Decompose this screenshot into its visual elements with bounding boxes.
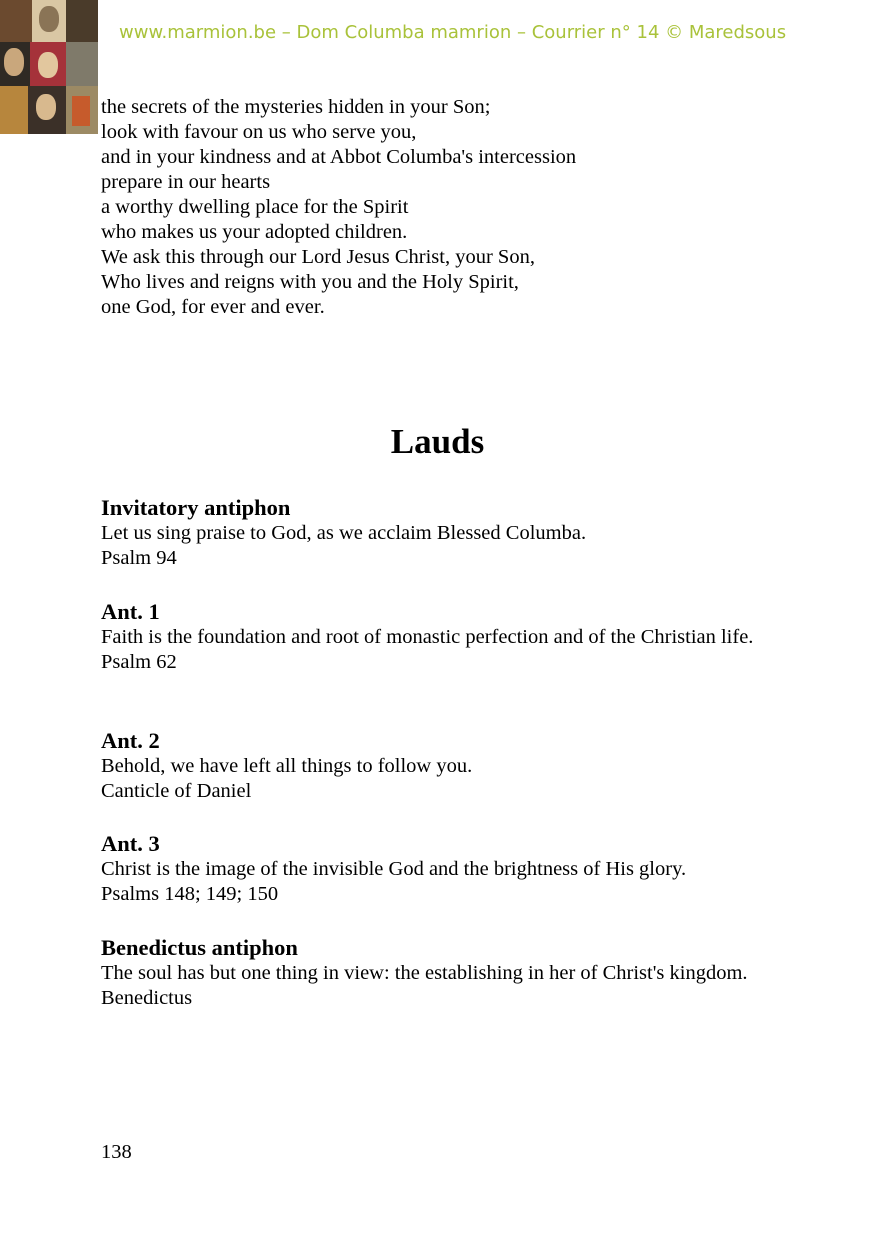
prayer-line: a worthy dwelling place for the Spirit	[101, 196, 409, 218]
prayer-line: one God, for ever and ever.	[101, 296, 325, 318]
page-number: 138	[101, 1141, 132, 1163]
block-text: Faith is the foundation and root of monastic perfection and of the Christian life.	[101, 626, 754, 648]
block-text: Behold, we have left all things to follow you.	[101, 755, 473, 777]
block-heading: Ant. 3	[101, 831, 160, 856]
block-reference: Canticle of Daniel	[101, 780, 252, 802]
prayer-line: Who lives and reigns with you and the Holy Spirit,	[101, 271, 519, 293]
prayer-text	[101, 95, 781, 320]
prayer-line: who makes us your adopted children.	[101, 221, 408, 243]
antiphon-3-block	[101, 830, 776, 907]
prayer-line: the secrets of the mysteries hidden in your Son;	[101, 96, 491, 118]
antiphon-1-block	[101, 598, 776, 675]
prayer-line: look with favour on us who serve you,	[101, 121, 417, 143]
block-heading: Benedictus antiphon	[101, 935, 298, 960]
section-title: Lauds	[390, 422, 485, 461]
block-heading: Invitatory antiphon	[101, 495, 291, 520]
benedictus-antiphon-block	[101, 934, 776, 1011]
block-reference: Psalms 148; 149; 150	[101, 883, 279, 905]
block-text: Christ is the image of the invisible God and the brightness of His glory.	[101, 858, 687, 880]
prayer-line: prepare in our hearts	[101, 171, 271, 193]
block-reference: Benedictus	[101, 987, 193, 1009]
antiphon-2-block	[101, 727, 776, 804]
invitatory-antiphon-block	[101, 494, 776, 571]
block-reference: Psalm 62	[101, 651, 177, 673]
block-heading: Ant. 1	[101, 599, 160, 624]
header-website-link[interactable]: www.marmion.be – Dom Columba mamrion – Courrier n° 14 © Maredsous	[119, 22, 787, 43]
block-reference: Psalm 94	[101, 547, 177, 569]
block-text: Let us sing praise to God, as we acclaim Blessed Columba.	[101, 522, 587, 544]
prayer-line: We ask this through our Lord Jesus Christ, your Son,	[101, 246, 535, 268]
prayer-line: and in your kindness and at Abbot Columba's intercession	[101, 146, 577, 168]
block-text: The soul has but one thing in view: the establishing in her of Christ's kingdom.	[101, 962, 748, 984]
block-heading: Ant. 2	[101, 728, 160, 753]
portrait-collage-image	[0, 0, 98, 134]
